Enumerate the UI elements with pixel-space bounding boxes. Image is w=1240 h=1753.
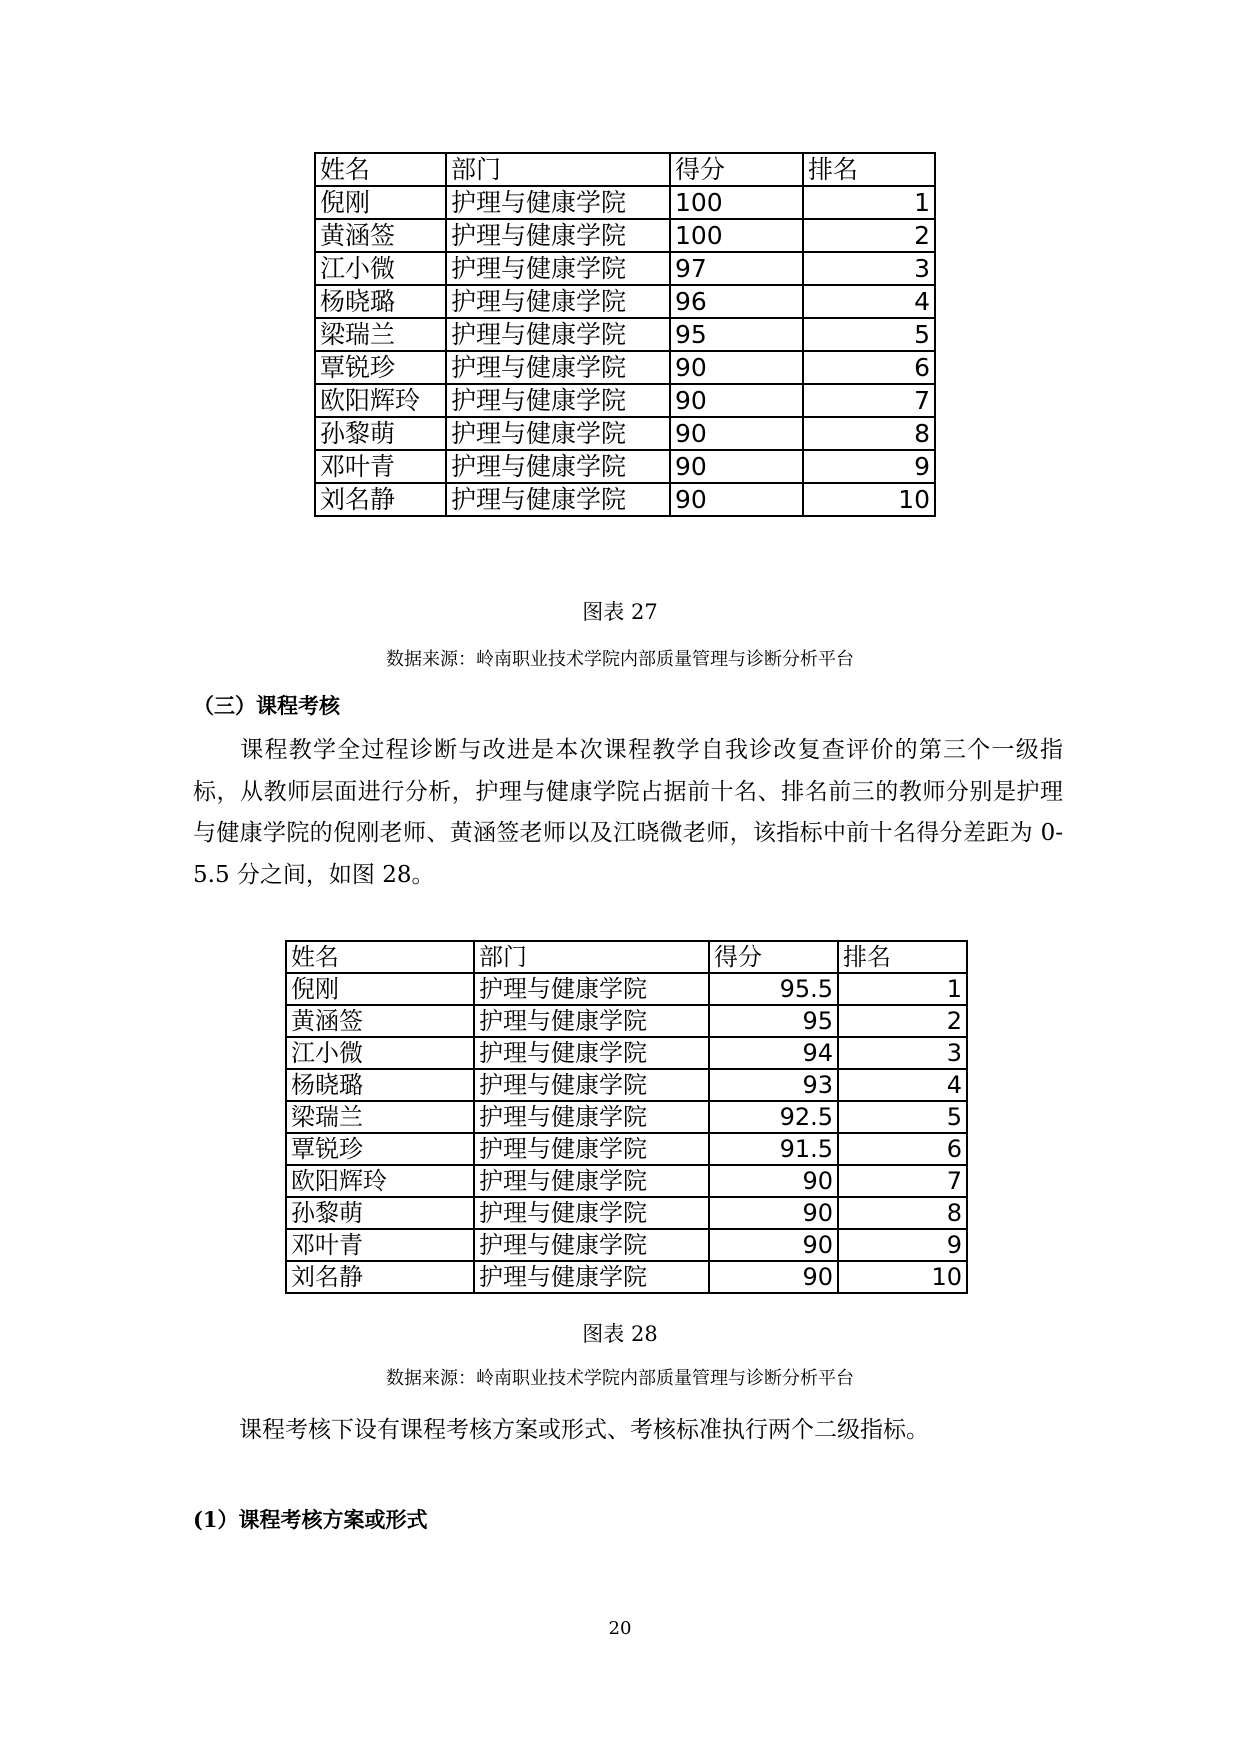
rank-cell: 5 bbox=[838, 1101, 967, 1133]
rank-cell: 1 bbox=[803, 186, 935, 219]
department-cell: 护理与健康学院 bbox=[474, 1037, 709, 1069]
department-cell: 护理与健康学院 bbox=[446, 417, 670, 450]
rank-cell: 2 bbox=[803, 219, 935, 252]
department-cell: 护理与健康学院 bbox=[446, 384, 670, 417]
table-row bbox=[286, 1197, 967, 1229]
department-cell: 护理与健康学院 bbox=[446, 219, 670, 252]
column-header: 姓名 bbox=[286, 941, 474, 973]
table-row bbox=[286, 973, 967, 1005]
ranking-table-28 bbox=[285, 940, 968, 1294]
column-header: 得分 bbox=[670, 153, 803, 186]
ranking-table-27-body bbox=[315, 153, 935, 516]
score-cell: 100 bbox=[670, 186, 803, 219]
name-cell: 梁瑞兰 bbox=[315, 318, 446, 351]
column-header: 部门 bbox=[446, 153, 670, 186]
score-cell: 97 bbox=[670, 252, 803, 285]
table-row bbox=[315, 384, 935, 417]
rank-cell: 8 bbox=[838, 1197, 967, 1229]
score-cell: 90 bbox=[709, 1165, 838, 1197]
rank-cell: 4 bbox=[838, 1069, 967, 1101]
name-cell: 邓叶青 bbox=[315, 450, 446, 483]
name-cell: 孙黎萌 bbox=[315, 417, 446, 450]
column-header: 得分 bbox=[709, 941, 838, 973]
rank-cell: 3 bbox=[803, 252, 935, 285]
name-cell: 刘名静 bbox=[315, 483, 446, 516]
rank-cell: 7 bbox=[838, 1165, 967, 1197]
department-cell: 护理与健康学院 bbox=[446, 351, 670, 384]
name-cell: 梁瑞兰 bbox=[286, 1101, 474, 1133]
score-cell: 95.5 bbox=[709, 973, 838, 1005]
score-cell: 100 bbox=[670, 219, 803, 252]
rank-cell: 8 bbox=[803, 417, 935, 450]
name-cell: 黄涵签 bbox=[286, 1005, 474, 1037]
rank-cell: 9 bbox=[838, 1229, 967, 1261]
department-cell: 护理与健康学院 bbox=[474, 1229, 709, 1261]
score-cell: 93 bbox=[709, 1069, 838, 1101]
score-cell: 95 bbox=[670, 318, 803, 351]
rank-cell: 1 bbox=[838, 973, 967, 1005]
score-cell: 90 bbox=[670, 483, 803, 516]
rank-cell: 10 bbox=[838, 1261, 967, 1293]
name-cell: 杨晓璐 bbox=[315, 285, 446, 318]
data-source-note-28: 数据来源：岭南职业技术学院内部质量管理与诊断分析平台 bbox=[386, 1368, 854, 1389]
name-cell: 欧阳辉玲 bbox=[286, 1165, 474, 1197]
body-paragraph-1-text: 课程教学全过程诊断与改进是本次课程教学自我诊改复查评价的第三个一级指标，从教师层面进行分析，护理与健康学院占据前十名、排名前三的教师分别是护理与健康学院的倪刚老师、黄涵签老师以及江晓微老师，该指标中前十名得分差距为 0-5.5 分之间，如图 28。 bbox=[193, 737, 1063, 888]
table-row bbox=[286, 1229, 967, 1261]
column-header: 部门 bbox=[474, 941, 709, 973]
rank-cell: 3 bbox=[838, 1037, 967, 1069]
name-cell: 欧阳辉玲 bbox=[315, 384, 446, 417]
department-cell: 护理与健康学院 bbox=[446, 252, 670, 285]
table-row bbox=[286, 1037, 967, 1069]
data-source-note-27: 数据来源：岭南职业技术学院内部质量管理与诊断分析平台 bbox=[386, 649, 854, 670]
score-cell: 90 bbox=[670, 417, 803, 450]
name-cell: 倪刚 bbox=[315, 186, 446, 219]
column-header: 姓名 bbox=[315, 153, 446, 186]
department-cell: 护理与健康学院 bbox=[474, 1101, 709, 1133]
department-cell: 护理与健康学院 bbox=[446, 450, 670, 483]
score-cell: 90 bbox=[709, 1261, 838, 1293]
rank-cell: 9 bbox=[803, 450, 935, 483]
score-cell: 90 bbox=[709, 1229, 838, 1261]
table-row bbox=[315, 417, 935, 450]
figure-caption-27: 图表 27 bbox=[582, 600, 658, 624]
section-heading: （三）课程考核 bbox=[193, 693, 340, 718]
department-cell: 护理与健康学院 bbox=[474, 1197, 709, 1229]
department-cell: 护理与健康学院 bbox=[446, 318, 670, 351]
name-cell: 倪刚 bbox=[286, 973, 474, 1005]
table-row bbox=[286, 1261, 967, 1293]
body-paragraph-2 bbox=[193, 1410, 1063, 1452]
table-header-row bbox=[315, 153, 935, 186]
department-cell: 护理与健康学院 bbox=[474, 1261, 709, 1293]
name-cell: 江小微 bbox=[286, 1037, 474, 1069]
table-row bbox=[286, 1069, 967, 1101]
score-cell: 90 bbox=[709, 1197, 838, 1229]
table-row bbox=[315, 285, 935, 318]
name-cell: 黄涵签 bbox=[315, 219, 446, 252]
figure-caption-28: 图表 28 bbox=[582, 1322, 658, 1346]
name-cell: 邓叶青 bbox=[286, 1229, 474, 1261]
department-cell: 护理与健康学院 bbox=[474, 1005, 709, 1037]
table-row bbox=[286, 1133, 967, 1165]
score-cell: 96 bbox=[670, 285, 803, 318]
subheading: (1）课程考核方案或形式 bbox=[193, 1507, 428, 1532]
name-cell: 覃锐珍 bbox=[286, 1133, 474, 1165]
table-row bbox=[315, 318, 935, 351]
body-paragraph-2-text: 课程考核下设有课程考核方案或形式、考核标准执行两个二级指标。 bbox=[239, 1417, 929, 1443]
name-cell: 江小微 bbox=[315, 252, 446, 285]
table-row bbox=[315, 351, 935, 384]
body-paragraph-1 bbox=[193, 730, 1063, 896]
score-cell: 92.5 bbox=[709, 1101, 838, 1133]
table-row bbox=[315, 252, 935, 285]
department-cell: 护理与健康学院 bbox=[446, 285, 670, 318]
page-number: 20 bbox=[608, 1618, 632, 1639]
table-row bbox=[315, 186, 935, 219]
score-cell: 90 bbox=[670, 384, 803, 417]
score-cell: 91.5 bbox=[709, 1133, 838, 1165]
table-row bbox=[315, 219, 935, 252]
ranking-table-27 bbox=[314, 152, 936, 517]
column-header: 排名 bbox=[838, 941, 967, 973]
rank-cell: 7 bbox=[803, 384, 935, 417]
name-cell: 覃锐珍 bbox=[315, 351, 446, 384]
rank-cell: 6 bbox=[803, 351, 935, 384]
rank-cell: 5 bbox=[803, 318, 935, 351]
score-cell: 90 bbox=[670, 351, 803, 384]
table-row bbox=[315, 483, 935, 516]
table-header-row bbox=[286, 941, 967, 973]
name-cell: 杨晓璐 bbox=[286, 1069, 474, 1101]
rank-cell: 4 bbox=[803, 285, 935, 318]
rank-cell: 6 bbox=[838, 1133, 967, 1165]
name-cell: 刘名静 bbox=[286, 1261, 474, 1293]
score-cell: 94 bbox=[709, 1037, 838, 1069]
table-row bbox=[286, 1165, 967, 1197]
score-cell: 90 bbox=[670, 450, 803, 483]
department-cell: 护理与健康学院 bbox=[474, 973, 709, 1005]
department-cell: 护理与健康学院 bbox=[446, 186, 670, 219]
table-row bbox=[286, 1101, 967, 1133]
score-cell: 95 bbox=[709, 1005, 838, 1037]
name-cell: 孙黎萌 bbox=[286, 1197, 474, 1229]
department-cell: 护理与健康学院 bbox=[474, 1165, 709, 1197]
rank-cell: 2 bbox=[838, 1005, 967, 1037]
rank-cell: 10 bbox=[803, 483, 935, 516]
department-cell: 护理与健康学院 bbox=[474, 1069, 709, 1101]
table-row bbox=[286, 1005, 967, 1037]
ranking-table-28-body bbox=[286, 941, 967, 1293]
column-header: 排名 bbox=[803, 153, 935, 186]
department-cell: 护理与健康学院 bbox=[474, 1133, 709, 1165]
table-row bbox=[315, 450, 935, 483]
department-cell: 护理与健康学院 bbox=[446, 483, 670, 516]
